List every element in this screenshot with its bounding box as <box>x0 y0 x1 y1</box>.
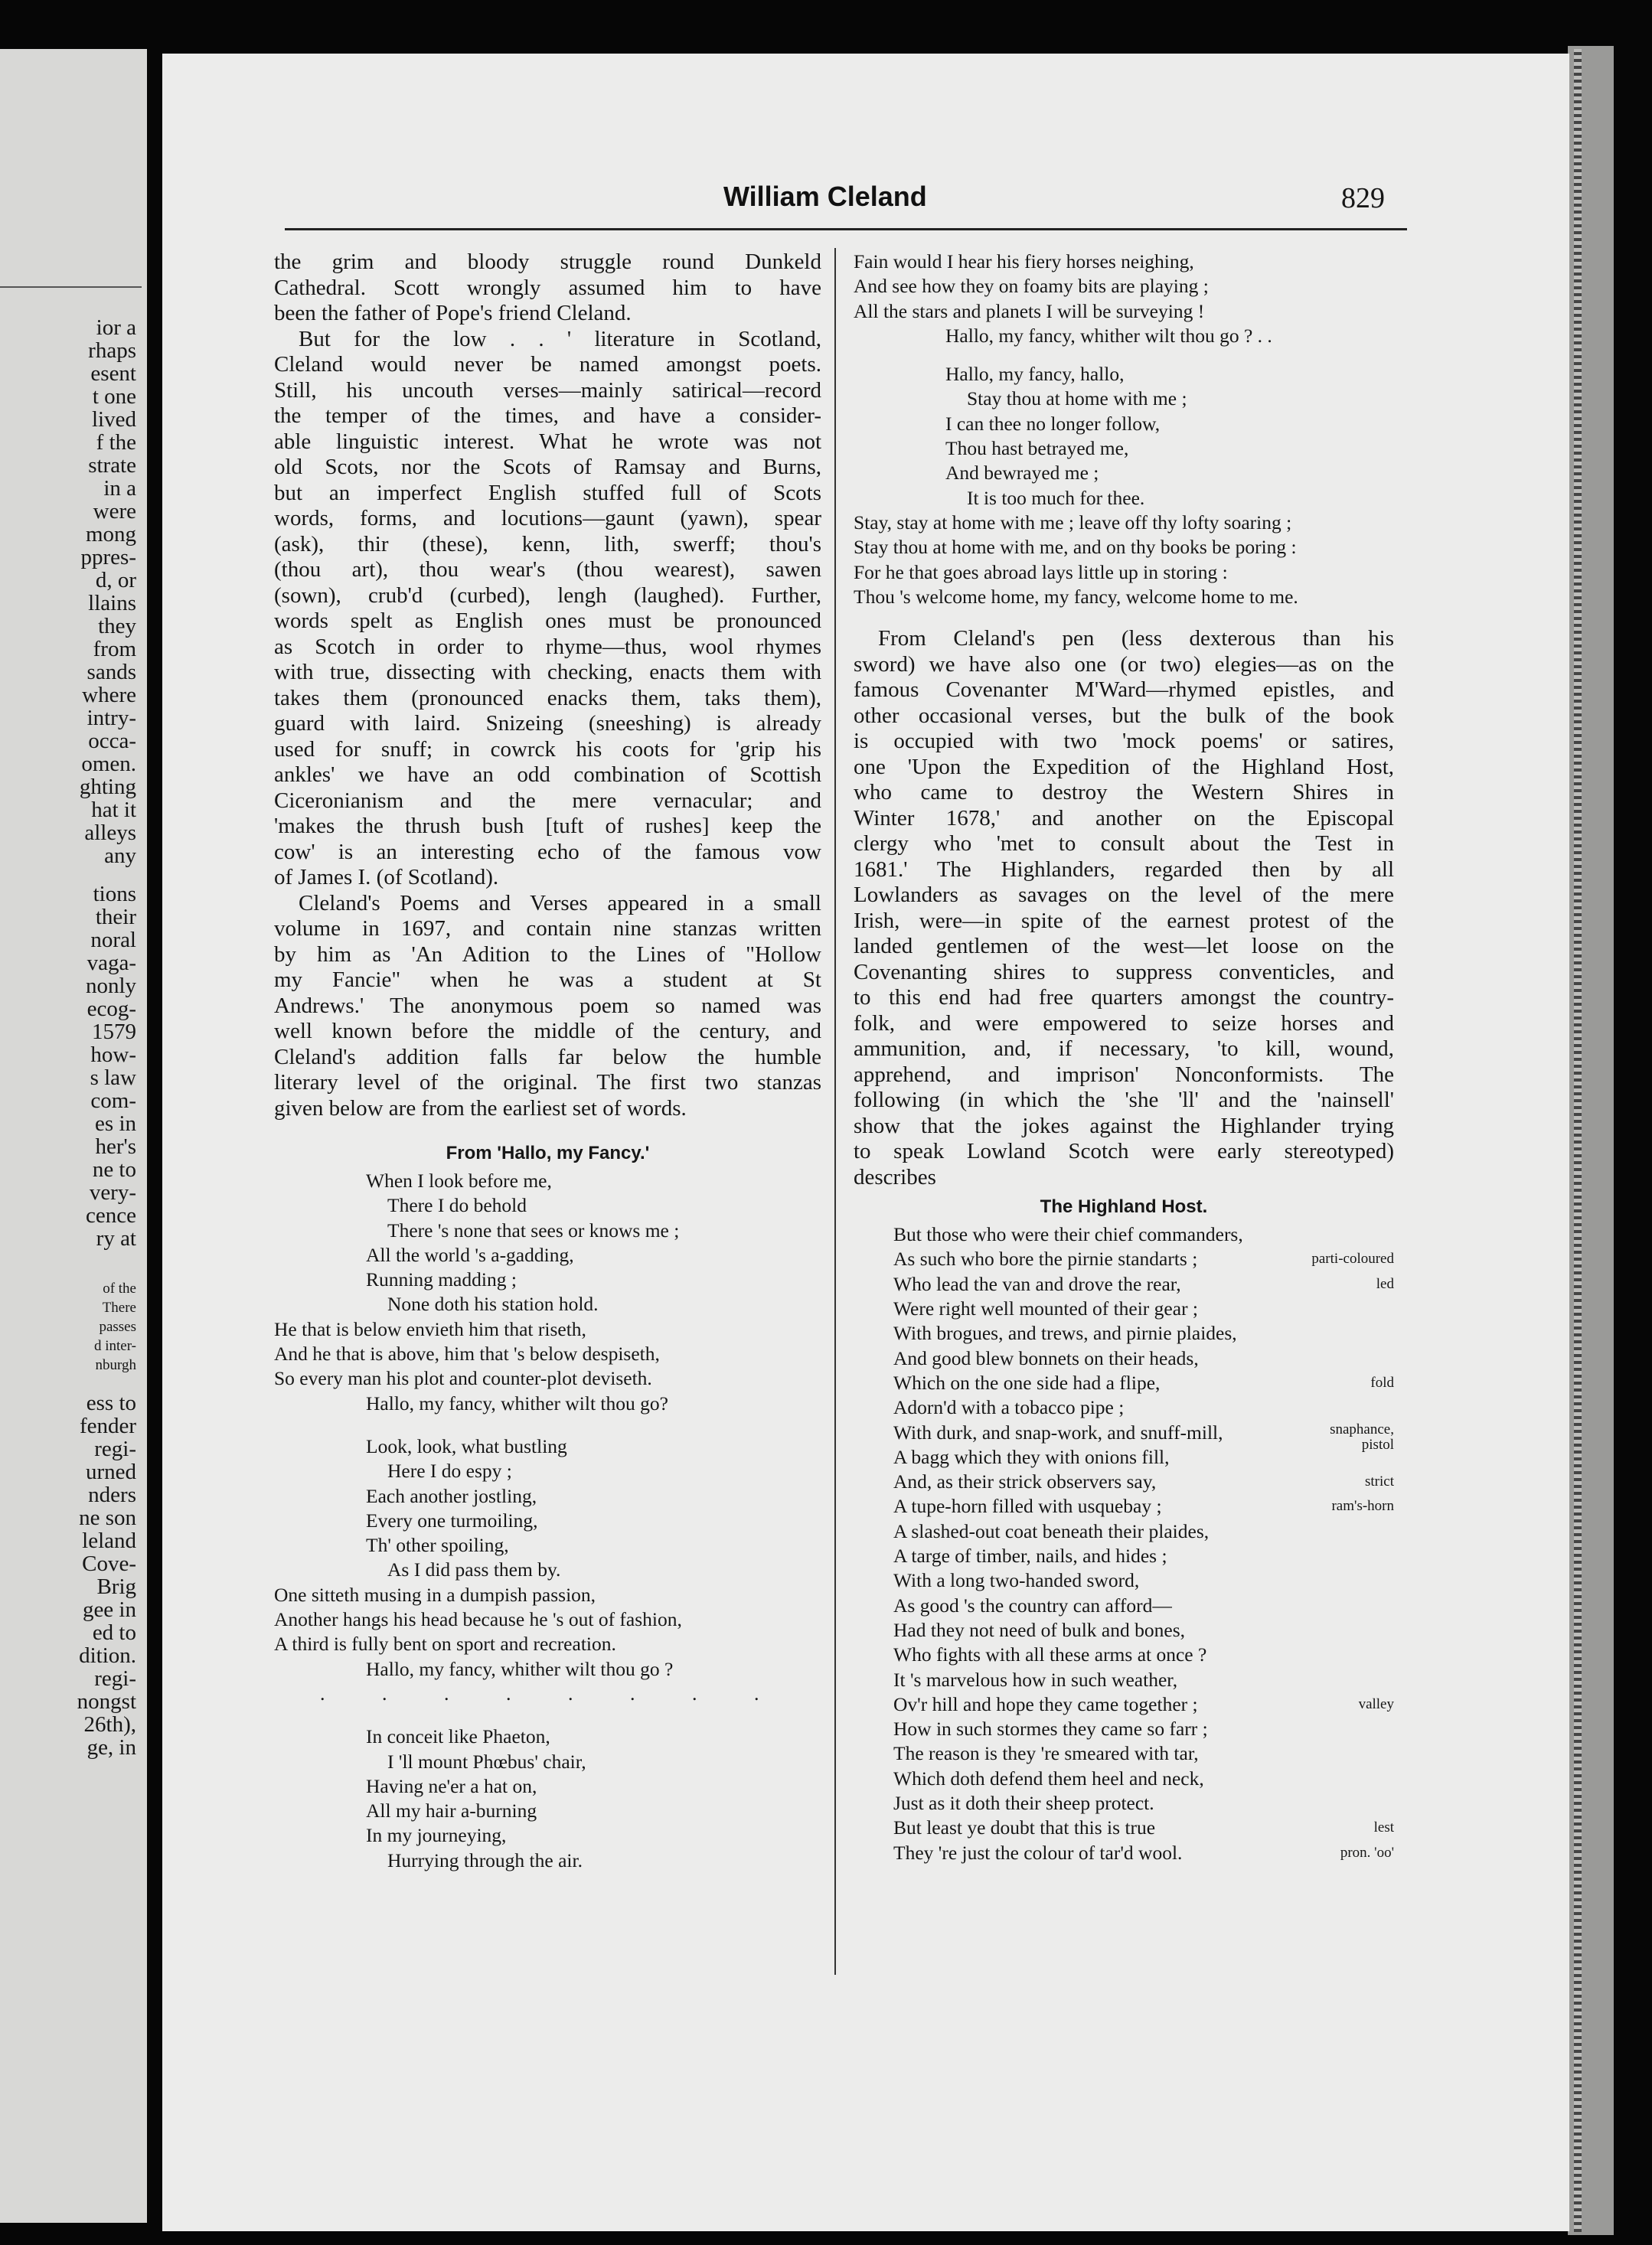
paragraph-line: Andrews.' The anonymous poem so named was <box>274 993 821 1018</box>
previous-page-line: ne son <box>79 1506 136 1530</box>
poem-line: In conceit like Phaeton, <box>366 1725 550 1748</box>
previous-page-line: occa- <box>88 729 136 753</box>
paragraph-line: the temper of the times, and have a consider- <box>274 403 821 428</box>
previous-page-line: d, or <box>95 568 136 592</box>
paragraph-line: Lowlanders as savages on the level of the mere <box>854 883 1394 908</box>
paragraph-line: Cleland's addition falls far below the humble <box>274 1044 821 1069</box>
poem-line: Stay thou at home with me ; <box>967 387 1187 410</box>
previous-page-line: ne to <box>92 1157 136 1182</box>
poem-line: Every one turmoiling, <box>366 1509 538 1532</box>
paragraph-line: volume in 1697, and contain nine stanzas written <box>274 916 821 941</box>
previous-page-line: nongst <box>77 1689 136 1714</box>
previous-page-line: ed to <box>92 1620 136 1645</box>
marginal-gloss: snaphance, pistol <box>1330 1421 1394 1453</box>
poem-line: And, as their strick observers say, <box>893 1470 1157 1493</box>
poem-line <box>274 1706 821 1725</box>
previous-page-line: 26th), <box>83 1712 136 1737</box>
poem-line: And bewrayed me ; <box>945 462 1099 485</box>
poem-line: Thou hast betrayed me, <box>945 437 1129 460</box>
paragraph-line: show that the jokes against the Highlander trying <box>854 1113 1394 1138</box>
previous-page-line: alleys <box>84 821 136 845</box>
poem-line-row <box>854 1568 1394 1593</box>
poem-line <box>854 348 1394 362</box>
paragraph-line: been the father of Pope's friend Cleland. <box>274 301 632 325</box>
column-rule <box>834 248 836 1975</box>
paragraph-line: by him as 'An Adition to the Lines of "Hollow <box>274 941 821 967</box>
paragraph-line: famous Covenanter M'Ward—rhymed epistles, and <box>854 677 1394 703</box>
right-prose <box>854 626 1394 1190</box>
poem-line: But those who were their chief commanders, <box>893 1223 1243 1246</box>
paragraph-line: words, forms, and locutions—gaunt (yawn), spear <box>274 506 821 530</box>
paragraph-line: old Scots, nor the Scots of Ramsay and Burns, <box>274 455 821 479</box>
poem-line-row <box>854 1767 1394 1791</box>
poem-line <box>274 1416 821 1434</box>
poem-line-row <box>854 1594 1394 1618</box>
page-number: 829 <box>1341 182 1385 214</box>
previous-page-line: from <box>93 637 136 661</box>
previous-page-line: strate <box>88 453 136 478</box>
poem-line-row <box>854 1494 1394 1519</box>
poem-line: Fain would I hear his fiery horses neighing, <box>854 250 1194 272</box>
poem-line: With durk, and snap-work, and snuff-mill, <box>893 1421 1223 1444</box>
poem-line: One sitteth musing in a dumpish passion, <box>274 1583 596 1606</box>
poem-line: None doth his station hold. <box>387 1293 599 1316</box>
paragraph-line: to speak Lowland Scotch were early stereotyped) <box>854 1139 1394 1164</box>
previous-page-line: f the <box>96 430 136 455</box>
previous-page-line: nonly <box>85 974 136 998</box>
paragraph-line: 1681.' The Highlanders, regarded then by all <box>854 857 1394 882</box>
poem-line: Here I do espy ; <box>387 1460 512 1483</box>
poem-line: All the world 's a-gadding, <box>366 1243 574 1266</box>
poem-line: Adorn'd with a tobacco pipe ; <box>893 1396 1125 1419</box>
paragraph-line: Cleland's Poems and Verses appeared in a small <box>299 890 821 915</box>
poem-line: Which on the one side had a flipe, <box>893 1371 1161 1394</box>
poem-line: All my hair a-burning <box>366 1800 537 1822</box>
paragraph-line: the grim and bloody struggle round Dunkeld <box>274 250 821 274</box>
paragraph-line: one 'Upon the Expedition of the Highland Host, <box>854 754 1394 779</box>
previous-page-line: esent <box>90 361 136 386</box>
poem-line-row <box>854 1668 1394 1692</box>
paragraph-line: following (in which the 'she 'll' and the 'nainsell' <box>854 1088 1394 1113</box>
previous-page-line: how- <box>90 1043 136 1067</box>
poem-line: A slashed-out coat beneath their plaides, <box>893 1519 1210 1542</box>
previous-page-line: vaga- <box>87 951 136 975</box>
paragraph-line: guard with laird. Snizeing (sneeshing) is already <box>274 711 821 736</box>
marginal-gloss: parti-coloured <box>1311 1251 1394 1268</box>
poem-line: It is too much for thee. <box>967 486 1145 509</box>
previous-page-line: lived <box>92 407 136 432</box>
previous-page-line: passes <box>99 1319 136 1335</box>
poem-line: A bagg which they with onions fill, <box>893 1445 1170 1468</box>
poem-line: A targe of timber, nails, and hides ; <box>893 1545 1167 1568</box>
previous-page-line: ior a <box>96 315 136 340</box>
poem-line-row <box>854 1222 1394 1247</box>
poem-line: With brogues, and trews, and pirnie plaides, <box>893 1322 1237 1345</box>
left-column <box>274 250 821 1873</box>
previous-page-line: nburgh <box>95 1357 136 1373</box>
paragraph-line: ammunition, and, if necessary, 'to kill, wound, <box>854 1036 1394 1062</box>
previous-page-line: their <box>95 905 136 929</box>
paragraph-line: Winter 1678,' and another on the Episcopal <box>854 805 1394 830</box>
poem-line: The reason is they 're smeared with tar, <box>893 1742 1199 1765</box>
poem-line: So every man his plot and counter-plot deviseth. <box>274 1367 652 1390</box>
marginal-gloss: strict <box>1365 1473 1394 1490</box>
previous-page-line: were <box>93 499 136 524</box>
poem-line: Who lead the van and drove the rear, <box>893 1272 1181 1295</box>
previous-page-line: s law <box>90 1065 136 1090</box>
header-rule <box>285 228 1407 230</box>
previous-page-line: mong <box>85 522 136 547</box>
poem-line: Thou 's welcome home, my fancy, welcome home to me. <box>854 585 1298 608</box>
poem-line: Running madding ; <box>366 1268 517 1291</box>
previous-page-line: ry at <box>96 1226 136 1251</box>
previous-page-line: leland <box>82 1529 136 1553</box>
previous-page-line: Cove- <box>82 1552 136 1576</box>
marginal-gloss: pron. 'oo' <box>1340 1844 1394 1861</box>
poem-line-row <box>854 1618 1394 1643</box>
paragraph-line: From Cleland's pen (less dexterous than his <box>878 626 1394 651</box>
previous-page-line: rhaps <box>88 338 136 363</box>
poem-title-highland-host: The Highland Host. <box>1040 1196 1208 1218</box>
poem-line: For he that goes abroad lays little up in storing : <box>854 560 1228 583</box>
right-column <box>854 250 1394 1865</box>
previous-page-line: t one <box>92 384 136 409</box>
paragraph-line: given below are from the earliest set of words. <box>274 1095 687 1121</box>
previous-page-line: intry- <box>87 706 136 730</box>
poem-line: Had they not need of bulk and bones, <box>893 1618 1185 1641</box>
poem-line-row <box>854 1643 1394 1667</box>
poem-line: But least ye doubt that this is true <box>893 1816 1156 1839</box>
poem-line: Another hangs his head because he 's out of fashion, <box>274 1608 682 1631</box>
paragraph-line: cow' is an interesting echo of the famous vow <box>274 839 821 864</box>
previous-page-line: fender <box>79 1414 136 1438</box>
previous-page-line: urned <box>85 1460 136 1484</box>
left-prose <box>274 250 821 1121</box>
poem-line: Each another jostling, <box>366 1484 537 1507</box>
poem-line: Stay thou at home with me, and on thy books be poring : <box>854 536 1297 559</box>
poem-line: Hallo, my fancy, whither wilt thou go ? <box>366 1657 674 1680</box>
previous-page-line: com- <box>90 1088 136 1113</box>
previous-page-line: in a <box>103 476 136 501</box>
previous-page-line: omen. <box>81 752 136 776</box>
previous-page-line: There <box>102 1300 136 1316</box>
poem-line: Look, look, what bustling <box>366 1434 567 1457</box>
previous-page-line: Brig <box>96 1574 136 1599</box>
previous-page-line: nders <box>88 1483 136 1507</box>
paragraph-line: Covenanting shires to suppress conventicles, and <box>854 959 1394 984</box>
poem-line-row <box>854 1717 1394 1741</box>
previous-page-line: ghting <box>79 775 136 799</box>
previous-page-line: d inter- <box>93 1338 136 1354</box>
poem-line: A third is fully bent on sport and recreation. <box>274 1633 616 1656</box>
poem-line: There I do behold <box>387 1194 527 1217</box>
paragraph-line: of James I. (of Scotland). <box>274 865 499 889</box>
poem-line-row <box>854 1741 1394 1766</box>
paragraph-line: apprehend, and imprison' Nonconformists. The <box>854 1062 1394 1087</box>
paragraph-line: words spelt as English ones must be pronounced <box>274 609 821 633</box>
paragraph-line: sword) we have also one (or two) elegies—as on the <box>854 651 1394 677</box>
previous-page-line: ess to <box>86 1391 136 1415</box>
previous-page-line: hat it <box>91 798 136 822</box>
poem-line-row <box>854 1247 1394 1271</box>
running-title: William Cleland <box>723 181 927 212</box>
poem-hallo-my-fancy <box>274 1169 821 1873</box>
poem-line: As such who bore the pirnie standarts ; <box>893 1248 1198 1271</box>
paragraph-line: to this end had free quarters amongst the country- <box>854 985 1394 1010</box>
paragraph-line: ankles' we have an odd combination of Scottish <box>274 762 821 787</box>
poem-line: Just as it doth their sheep protect. <box>893 1791 1154 1814</box>
poem-line-row <box>854 1816 1394 1840</box>
poem-line-row <box>854 1692 1394 1717</box>
poem-line: And he that is above, him that 's below despiseth, <box>274 1343 660 1366</box>
paragraph-line: folk, and were empowered to seize horses and <box>854 1010 1394 1036</box>
paragraph-line: is occupied with two 'mock poems' or satires, <box>854 729 1394 754</box>
poem-line-row <box>854 1421 1394 1453</box>
poem-line: It 's marvelous how in such weather, <box>893 1668 1178 1691</box>
poem-line-row <box>854 1272 1394 1297</box>
paragraph-line: describes <box>854 1164 936 1189</box>
poem-line: And see how they on foamy bits are playing ; <box>854 275 1209 298</box>
previous-page-rule <box>0 286 142 288</box>
previous-page-line: sands <box>87 660 136 684</box>
poem-line: Ov'r hill and hope they came together ; <box>893 1692 1198 1715</box>
poem-line: . . . . . . . . <box>320 1682 785 1705</box>
poem-line: He that is below envieth him that riseth, <box>274 1317 586 1340</box>
poem-line: All the stars and planets I will be surveying ! <box>854 299 1205 322</box>
previous-page-line: gee in <box>82 1597 136 1622</box>
paragraph-line: (sown), crub'd (curbed), lengh (laughed). Further, <box>274 582 821 608</box>
previous-page-line: 1579 <box>92 1020 136 1044</box>
poem-line-row <box>854 1346 1394 1371</box>
previous-page-line: where <box>82 683 136 707</box>
poem-line: They 're just the colour of tar'd wool. <box>893 1841 1183 1864</box>
paragraph-line: but an imperfect English stuffed full of Scots <box>274 480 821 505</box>
poem-line: Were right well mounted of their gear ; <box>893 1297 1199 1320</box>
paragraph-line: used for snuff; in cowrck his coots for 'grip his <box>274 736 821 762</box>
previous-page-fragment <box>0 49 147 2223</box>
poem-line: How in such stormes they came so farr ; <box>893 1718 1208 1741</box>
previous-page-line: es in <box>95 1111 136 1136</box>
paragraph-line: who came to destroy the Western Shires in <box>854 780 1394 805</box>
previous-page-line: llains <box>88 591 136 615</box>
previous-page-line: ge, in <box>87 1735 136 1760</box>
paragraph-line: But for the low . . ' literature in Scotland, <box>299 326 821 351</box>
paragraph-line: landed gentlemen of the west—let loose on the <box>854 934 1394 959</box>
paragraph-line: Irish, were—in spite of the earnest protest of the <box>854 908 1394 933</box>
poem-line: Stay, stay at home with me ; leave off thy lofty soaring ; <box>854 511 1292 534</box>
poem-hallo-continued <box>854 250 1394 609</box>
previous-page-line: of the <box>103 1281 136 1297</box>
poem-line-row <box>854 1470 1394 1494</box>
poem-line: Having ne'er a hat on, <box>366 1774 537 1797</box>
paragraph-line: 'makes the thrush bush [tuft of rushes] keep the <box>274 814 821 838</box>
paragraph-line: takes them (pronounced enacks them, taks them), <box>274 685 821 710</box>
paragraph-line: Cathedral. Scott wrongly assumed him to have <box>274 275 821 300</box>
previous-page-line: noral <box>90 928 136 952</box>
poem-line: Which doth defend them heel and neck, <box>893 1767 1204 1790</box>
paragraph-line: able linguistic interest. What he wrote was not <box>274 429 821 454</box>
poem-line-row <box>854 1544 1394 1568</box>
paragraph-line: other occasional verses, but the bulk of the book <box>854 703 1394 728</box>
poem-line: I 'll mount Phœbus' chair, <box>387 1750 586 1773</box>
poem-title-hallo: From 'Hallo, my Fancy.' <box>446 1143 650 1163</box>
poem-line-row <box>854 1841 1394 1865</box>
marginal-gloss: valley <box>1358 1695 1394 1712</box>
poem-line: Who fights with all these arms at once ? <box>893 1643 1207 1666</box>
previous-page-line: her's <box>95 1134 136 1159</box>
poem-line: There 's none that sees or knows me ; <box>387 1219 680 1242</box>
previous-page-line: ecog- <box>87 997 136 1021</box>
poem-line: In my journeying, <box>366 1824 507 1847</box>
poem-line: A tupe-horn filled with usquebay ; <box>893 1495 1162 1518</box>
previous-page-line: regi- <box>94 1666 136 1691</box>
poem-line: Hallo, my fancy, hallo, <box>945 363 1125 386</box>
poem-line-row <box>854 1519 1394 1544</box>
poem-line: I can thee no longer follow, <box>945 412 1161 435</box>
marginal-gloss: lest <box>1373 1819 1394 1836</box>
previous-page-line: regi- <box>94 1437 136 1461</box>
poem-line: When I look before me, <box>366 1170 552 1192</box>
page-edge <box>1574 49 1582 2232</box>
paragraph-line: (thou art), thou wear's (thou wearest), sawen <box>274 557 821 582</box>
paragraph-line: with true, dissecting with checking, enacts them with <box>274 660 821 684</box>
marginal-gloss: led <box>1376 1275 1394 1292</box>
paragraph-line: well known before the middle of the century, and <box>274 1019 821 1043</box>
paragraph-line: as Scotch in order to rhyme—thus, wool rhymes <box>274 634 821 659</box>
poem-line: Hallo, my fancy, whither wilt thou go ? . . <box>945 324 1272 347</box>
poem-line: And good blew bonnets on their heads, <box>893 1346 1199 1369</box>
poem-line: As I did pass them by. <box>387 1558 561 1581</box>
paragraph-line: Ciceronianism and the mere vernacular; and <box>274 788 821 813</box>
marginal-gloss: ram's-horn <box>1331 1498 1394 1515</box>
poem-line: As good 's the country can afford— <box>893 1594 1172 1617</box>
previous-page-line: ppres- <box>80 545 136 569</box>
poem-line-row <box>854 1791 1394 1816</box>
paragraph-line: clergy who 'met to consult about the Test in <box>854 831 1394 857</box>
previous-page-line: very- <box>89 1180 136 1205</box>
poem-line-row <box>854 1395 1394 1420</box>
paragraph-line: my Fancie" when he was a student at St <box>274 968 821 992</box>
poem-line-row <box>854 1297 1394 1321</box>
poem-line-row <box>854 1371 1394 1395</box>
poem-line: With a long two-handed sword, <box>893 1569 1140 1592</box>
previous-page-line: they <box>98 614 136 638</box>
poem-line: Hallo, my fancy, whither wilt thou go? <box>366 1392 668 1415</box>
previous-page-line: cence <box>86 1203 136 1228</box>
marginal-gloss: fold <box>1370 1374 1394 1391</box>
previous-page-line: tions <box>93 882 136 906</box>
paragraph-line: literary level of the original. The first two stanzas <box>274 1070 821 1095</box>
previous-page-line: dition. <box>79 1643 136 1668</box>
poem-highland-host <box>854 1222 1394 1865</box>
poem-line: Th' other spoiling, <box>366 1534 509 1557</box>
poem-line: Hurrying through the air. <box>387 1849 583 1871</box>
paragraph-line: Still, his uncouth verses—mainly satirical—record <box>274 377 821 403</box>
previous-page-line: any <box>104 844 136 868</box>
paragraph-line: Cleland would never be named amongst poets. <box>274 352 821 377</box>
poem-line-row <box>854 1445 1394 1470</box>
poem-line-row <box>854 1321 1394 1346</box>
paragraph-line: (ask), thir (these), kenn, lith, swerff; thou's <box>274 531 821 556</box>
